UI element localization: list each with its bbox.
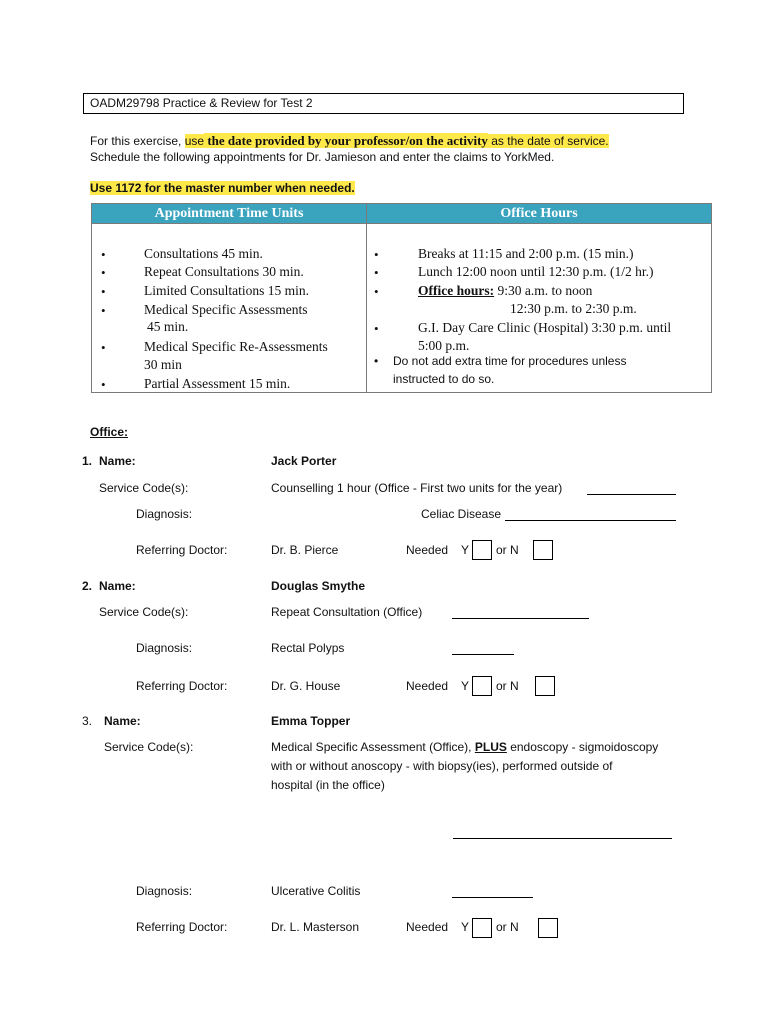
referring-doctor-label: Referring Doctor: (136, 543, 228, 557)
needed-label: Needed (406, 543, 449, 557)
bullet-icon: • (374, 265, 379, 280)
service-code-label: Service Code(s): (99, 605, 189, 619)
list-item: Consultations 45 min. (144, 246, 263, 261)
plus-emphasis: PLUS (474, 740, 507, 754)
diagnosis-label: Diagnosis: (136, 641, 193, 655)
instruction-highlight-date: the date provided by your professor/on the activity (204, 133, 488, 148)
referring-doctor-label: Referring Doctor: (136, 679, 228, 693)
office-hours-header: Office Hours (367, 204, 712, 224)
list-item-continued: instructed to do so. (393, 372, 495, 386)
bullet-icon: • (101, 284, 106, 299)
needed-label: Needed (406, 679, 449, 693)
patient-1-referring-doctor: Dr. B. Pierce (271, 543, 339, 557)
list-item: Breaks at 11:15 and 2:00 p.m. (15 min.) (418, 246, 634, 261)
needed-yes-checkbox[interactable] (472, 540, 492, 560)
needed-no-checkbox[interactable] (533, 540, 553, 560)
needed-yes-checkbox[interactable] (472, 918, 492, 938)
instruction-highlight-use: use (184, 134, 205, 148)
instructions-line-2: Schedule the following appointments for Dr. Jamieson and enter the claims to YorkMed. (90, 150, 555, 164)
service-code-answer-line[interactable] (453, 838, 672, 839)
name-label: Name: (104, 714, 141, 728)
list-item: G.I. Day Care Clinic (Hospital) 3:30 p.m. until (418, 320, 672, 335)
appointment-time-units-cell (92, 224, 367, 393)
patient-3-number: 3. (82, 714, 93, 728)
no-label: or N (496, 679, 519, 693)
office-hours-label: Office hours: (418, 283, 495, 298)
instructions-line-1: For this exercise, use the date provided by your professor/on the activity as the date of service. (90, 133, 609, 148)
yes-label: Y (461, 679, 470, 693)
needed-yes-checkbox[interactable] (472, 676, 492, 696)
bullet-icon: • (101, 247, 106, 262)
patient-1-diagnosis: Celiac Disease (421, 507, 502, 521)
instruction-doctor: Dr. Jamieson (306, 150, 377, 164)
patient-2-number: 2. (82, 579, 93, 593)
no-label: or N (496, 543, 519, 557)
instruction-highlight-as: as the date of service. (487, 134, 609, 148)
diagnosis-label: Diagnosis: (136, 884, 193, 898)
service-code-answer-line[interactable] (452, 618, 589, 619)
patient-3-diagnosis: Ulcerative Colitis (271, 884, 361, 898)
patient-1-name: Jack Porter (271, 454, 337, 468)
service-code-label: Service Code(s): (99, 481, 189, 495)
office-section-heading: Office: (90, 425, 129, 439)
needed-no-checkbox[interactable] (535, 676, 555, 696)
yes-label: Y (461, 920, 470, 934)
diagnosis-answer-line[interactable] (452, 897, 533, 898)
service-code-answer-line[interactable] (587, 494, 676, 495)
name-label: Name: (99, 579, 136, 593)
diagnosis-label: Diagnosis: (136, 507, 193, 521)
list-item-continued: 5:00 p.m. (418, 338, 470, 353)
list-item: Repeat Consultations 30 min. (144, 264, 304, 279)
patient-2-name: Douglas Smythe (271, 579, 366, 593)
list-item-continued: 12:30 p.m. to 2:30 p.m. (510, 301, 637, 316)
list-item: Lunch 12:00 noon until 12:30 p.m. (1/2 hr.) (418, 264, 654, 279)
list-item: Do not add extra time for procedures unless (393, 354, 627, 368)
patient-3-service-line-2: with or without anoscopy - with biopsy(ies), performed outside of (271, 759, 613, 773)
bullet-icon: • (374, 284, 379, 299)
service-code-label: Service Code(s): (104, 740, 194, 754)
patient-3-service-line-1: Medical Specific Assessment (Office), PLUS endoscopy - sigmoidoscopy (271, 740, 659, 754)
schedule-table (91, 203, 712, 393)
bullet-icon: • (374, 247, 379, 262)
name-label: Name: (99, 454, 136, 468)
diagnosis-answer-line[interactable] (505, 520, 676, 521)
document-title: OADM29798 Practice & Review for Test 2 (83, 93, 684, 114)
no-label: or N (496, 920, 519, 934)
bullet-icon: • (101, 377, 106, 392)
appointment-time-units-header: Appointment Time Units (92, 204, 367, 224)
patient-3-service-line-3: hospital (in the office) (271, 778, 385, 792)
patient-2-referring-doctor: Dr. G. House (271, 679, 341, 693)
patient-1-number: 1. (82, 454, 93, 468)
patient-3-referring-doctor: Dr. L. Masterson (271, 920, 360, 934)
bullet-icon: • (101, 340, 106, 355)
patient-1-service: Counselling 1 hour (Office - First two units for the year) (271, 481, 563, 495)
list-item: Partial Assessment 15 min. (144, 376, 291, 391)
yes-label: Y (461, 543, 470, 557)
patient-2-diagnosis: Rectal Polyps (271, 641, 345, 655)
list-item: Limited Consultations 15 min. (144, 283, 309, 298)
needed-label: Needed (406, 920, 449, 934)
patient-2-service: Repeat Consultation (Office) (271, 605, 423, 619)
list-item-continued: 45 min. (147, 319, 189, 334)
bullet-icon: • (374, 354, 379, 368)
referring-doctor-label: Referring Doctor: (136, 920, 228, 934)
master-number-note: Use 1172 for the master number when needed. (90, 181, 355, 195)
needed-no-checkbox[interactable] (538, 918, 558, 938)
patient-3-name: Emma Topper (271, 714, 351, 728)
list-item-continued: 30 min (144, 357, 182, 372)
list-item: Medical Specific Assessments (144, 302, 308, 317)
bullet-icon: • (101, 303, 106, 318)
diagnosis-answer-line[interactable] (452, 654, 514, 655)
list-item: Medical Specific Re-Assessments (144, 339, 328, 354)
list-item: Office hours: 9:30 a.m. to noon (418, 283, 593, 298)
bullet-icon: • (374, 321, 379, 336)
bullet-icon: • (101, 265, 106, 280)
office-hours-cell (367, 224, 712, 393)
